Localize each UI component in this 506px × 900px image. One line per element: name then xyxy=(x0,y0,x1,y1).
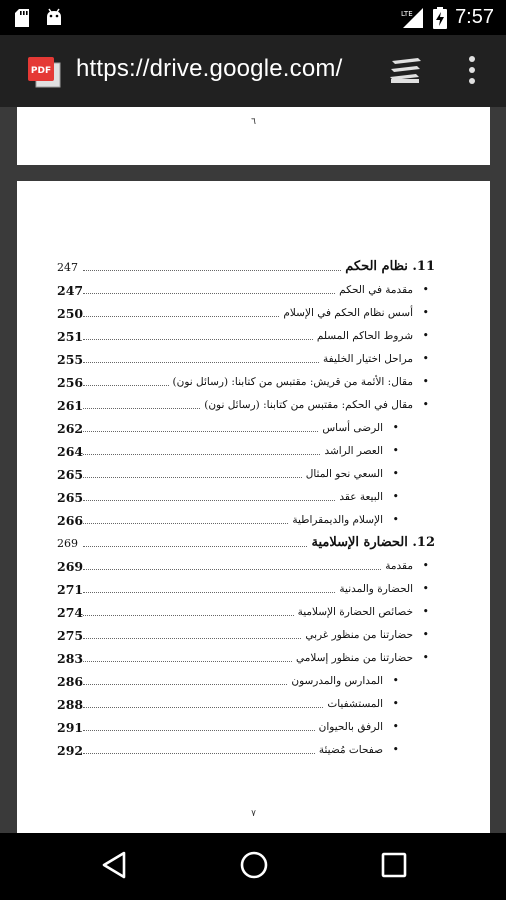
previous-page xyxy=(17,107,490,165)
bullet-icon: • xyxy=(422,582,429,595)
toc-entry-title: حضارتنا من منظور غربي xyxy=(305,629,413,641)
bullet-icon: • xyxy=(422,283,429,296)
toc-entry-title: مراحل اختيار الخليفة xyxy=(323,353,413,365)
dot-leader xyxy=(83,592,335,593)
toc-entry xyxy=(57,281,435,303)
toc-entry xyxy=(57,718,435,740)
dot-leader xyxy=(83,546,307,547)
bullet-icon: • xyxy=(422,605,429,618)
tab-switcher-icon xyxy=(388,57,424,85)
recents-icon xyxy=(380,850,408,880)
toc-entry-page: 274 xyxy=(57,605,84,620)
toc-entry xyxy=(57,488,435,510)
bullet-icon: • xyxy=(422,559,429,572)
android-icon xyxy=(44,8,64,28)
toc-entry-title: البيعة عقد xyxy=(339,491,383,503)
toc-entry-title: مقال: الأئمة من قريش: مقتبس من كتابنا: (رسائل نون) xyxy=(172,376,413,388)
bullet-icon: • xyxy=(392,513,399,526)
more-vert-icon xyxy=(466,55,478,85)
lte-label: LTE xyxy=(401,9,413,18)
status-time: 7:57 xyxy=(455,6,494,28)
toc-entry-page: 269 xyxy=(57,559,84,574)
toc-entry-title: مقدمة في الحكم xyxy=(339,284,413,296)
bullet-icon: • xyxy=(422,306,429,319)
dot-leader xyxy=(83,431,318,432)
home-icon xyxy=(239,850,269,880)
dot-leader xyxy=(83,385,169,386)
toc-entry-page: 269 xyxy=(57,537,78,550)
toc-entry-title: صفحات مُضيئة xyxy=(318,744,383,756)
pdf-viewer[interactable] xyxy=(0,107,506,833)
status-bar xyxy=(0,0,506,35)
dot-leader xyxy=(83,661,292,662)
toc-entry-page: 292 xyxy=(57,743,84,758)
toc-entry xyxy=(57,603,435,625)
dot-leader xyxy=(83,339,313,340)
bullet-icon: • xyxy=(392,467,399,480)
bullet-icon: • xyxy=(392,674,399,687)
dot-leader xyxy=(83,569,381,570)
toc-entry xyxy=(57,465,435,487)
bullet-icon: • xyxy=(392,444,399,457)
toc-entry-page: 275 xyxy=(57,628,84,643)
dot-leader xyxy=(83,753,315,754)
toc-entry-title: مقدمة xyxy=(385,560,413,572)
dot-leader xyxy=(83,408,200,409)
current-page xyxy=(17,181,490,833)
toc-entry-page: 247 xyxy=(57,283,84,298)
bullet-icon: • xyxy=(392,490,399,503)
recents-button[interactable] xyxy=(380,850,408,884)
toc-entry xyxy=(57,350,435,372)
toc-entry xyxy=(57,327,435,349)
dot-leader xyxy=(83,638,301,639)
toc-entry-page: 256 xyxy=(57,375,84,390)
svg-text:PDF: PDF xyxy=(30,66,52,76)
toc-entry-title: حضارتنا من منظور إسلامي xyxy=(295,652,413,664)
toc-entry-page: 255 xyxy=(57,352,84,367)
toc-entry-title: خصائص الحضارة الإسلامية xyxy=(297,606,413,618)
toc-entry-page: 286 xyxy=(57,674,84,689)
toc-entry-title: المستشفيات xyxy=(327,698,383,710)
url-display[interactable]: https://drive.google.com/ xyxy=(76,55,343,82)
bullet-icon: • xyxy=(422,628,429,641)
tab-switcher-button[interactable] xyxy=(388,57,424,89)
dot-leader xyxy=(83,454,320,455)
toc-entry-page: 262 xyxy=(57,421,84,436)
home-button[interactable] xyxy=(239,850,269,884)
bullet-icon: • xyxy=(422,352,429,365)
dot-leader xyxy=(83,293,335,294)
toc-entry-page: 247 xyxy=(57,261,78,274)
pdf-file-icon xyxy=(26,55,62,93)
toc-entry-page: 265 xyxy=(57,490,84,505)
toc-entry-title: الإسلام والديمقراطية xyxy=(292,514,383,526)
toc-entry-title: 11. نظام الحكم xyxy=(345,259,435,274)
toc-chapter-heading xyxy=(57,534,435,556)
toc-entry-page: 291 xyxy=(57,720,84,735)
toc-entry-page: 250 xyxy=(57,306,84,321)
toc-entry-page: 251 xyxy=(57,329,84,344)
toc-entry xyxy=(57,580,435,602)
toc-entry xyxy=(57,672,435,694)
overflow-menu-button[interactable] xyxy=(466,55,478,89)
toc-entry-page: 266 xyxy=(57,513,84,528)
toc-entry-page: 288 xyxy=(57,697,84,712)
lte-signal-icon xyxy=(399,7,425,29)
dot-leader xyxy=(83,523,288,524)
sd-card-icon xyxy=(14,8,30,28)
toc-entry-page: 271 xyxy=(57,582,84,597)
dot-leader xyxy=(83,500,335,501)
toc-entry xyxy=(57,373,435,395)
toc-entry-title: شروط الحاكم المسلم xyxy=(316,330,413,342)
dot-leader xyxy=(83,270,341,271)
toc-entry xyxy=(57,695,435,717)
bullet-icon: • xyxy=(422,375,429,388)
toc-entry-title: 12. الحضارة الإسلامية xyxy=(311,535,435,550)
dot-leader xyxy=(83,684,287,685)
toc-entry xyxy=(57,649,435,671)
battery-charging-icon xyxy=(433,7,447,29)
bullet-icon: • xyxy=(392,697,399,710)
bullet-icon: • xyxy=(392,720,399,733)
toc-entry-title: الرضى أساس xyxy=(322,422,383,434)
toc-entry-page: 283 xyxy=(57,651,84,666)
toc-entry xyxy=(57,557,435,579)
toc-entry xyxy=(57,741,435,763)
browser-toolbar xyxy=(0,35,506,107)
back-button[interactable] xyxy=(100,850,128,884)
toc-entry-page: 261 xyxy=(57,398,84,413)
dot-leader xyxy=(83,615,294,616)
dot-leader xyxy=(83,707,323,708)
toc-entry xyxy=(57,511,435,533)
toc-entry-title: السعي نحو المثال xyxy=(305,468,383,480)
dot-leader xyxy=(83,477,302,478)
toc-chapter-heading xyxy=(57,258,435,280)
toc-entry-title: المدارس والمدرسون xyxy=(291,675,383,687)
dot-leader xyxy=(83,362,319,363)
toc-entry-title: الرفق بالحيوان xyxy=(318,721,383,733)
page-number: ٧ xyxy=(251,809,256,819)
bullet-icon: • xyxy=(422,398,429,411)
toc-entry-title: مقال في الحكم: مقتبس من كتابنا: (رسائل نون) xyxy=(204,399,413,411)
toc-entry-page: 264 xyxy=(57,444,84,459)
toc-entry-title: العصر الراشد xyxy=(324,445,383,457)
dot-leader xyxy=(83,730,315,731)
notification-icons xyxy=(14,8,64,28)
bullet-icon: • xyxy=(392,743,399,756)
bullet-icon: • xyxy=(422,651,429,664)
toc-entry xyxy=(57,396,435,418)
toc-entry xyxy=(57,304,435,326)
bullet-icon: • xyxy=(392,421,399,434)
toc-entry xyxy=(57,419,435,441)
toc-entry xyxy=(57,442,435,464)
toc-entry-title: أسس نظام الحكم في الإسلام xyxy=(283,307,413,319)
previous-page-number: ٦ xyxy=(251,117,256,127)
navigation-bar xyxy=(0,833,506,900)
toc-entry-title: الحضارة والمدنية xyxy=(339,583,413,595)
back-icon xyxy=(100,850,128,880)
bullet-icon: • xyxy=(422,329,429,342)
toc-entry xyxy=(57,626,435,648)
dot-leader xyxy=(83,316,279,317)
toc-entry-page: 265 xyxy=(57,467,84,482)
